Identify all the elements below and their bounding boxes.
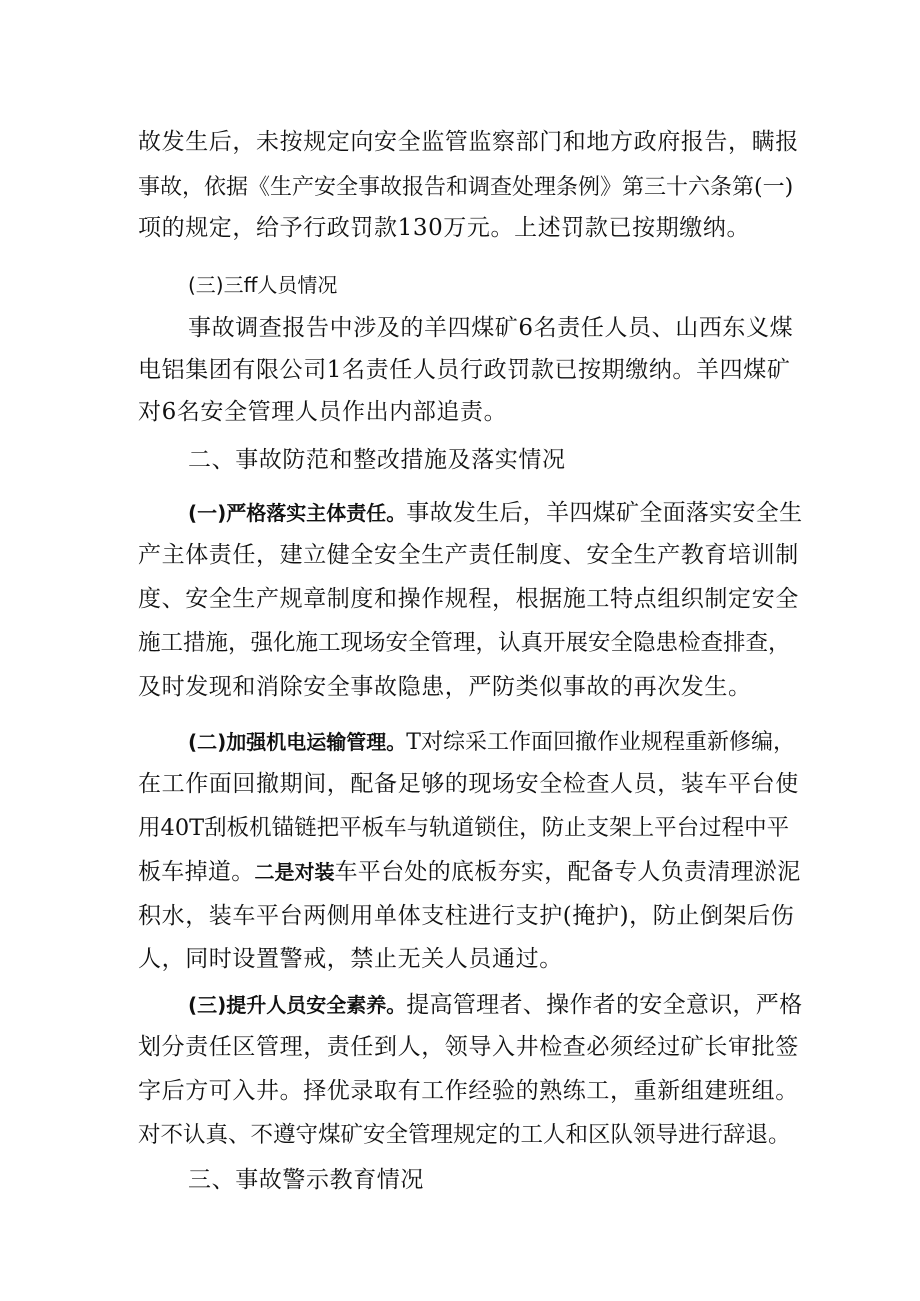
body-text: 提高管理者、操作者的安全意识，严格: [406, 992, 803, 1018]
paragraph-first-line: [188, 498, 802, 528]
body-text-line: 电铝集团有限公司1名责任人员行政罚款已按期缴纳。羊四煤矿: [138, 357, 791, 383]
paragraph-first-line: [188, 990, 802, 1020]
body-text-line: 施工措施，强化施工现场安全管理，认真开展安全隐患检查排查，: [138, 630, 791, 656]
item-lead-text: (二)加强机电运输管理。: [188, 730, 407, 754]
body-text-line: 项的规定，给予行政罚款130万元。上述罚款已按期缴纳。: [138, 215, 751, 241]
body-text-line: 在工作面回撤期间，配备足够的现场安全检查人员，装车平台使: [138, 771, 799, 797]
body-text-line: 积水，装车平台两侧用单体支柱进行支护(掩护)，防止倒架后伤: [138, 903, 795, 929]
body-text-line: 人，同时设置警戒，禁止无关人员通过。: [138, 946, 563, 972]
body-text-line: [138, 857, 802, 887]
body-text-line: 故发生后，未按规定向安全监管监察部门和地方政府报告，瞒报: [138, 129, 799, 155]
item-lead-text: (三)提升人员安全素养。: [188, 993, 407, 1017]
body-text-line: 及时发现和消除安全事故隐患，严防类似事故的再次发生。: [138, 674, 752, 700]
body-text-line: 度、安全生产规章制度和操作规程，根据施工特点组织制定安全: [138, 586, 799, 612]
body-text-line: 事故，依据《生产安全事故报告和调查处理条例》第三十六条第(一): [138, 175, 794, 200]
body-text: 事故发生后，羊四煤矿全面落实安全生: [406, 500, 803, 526]
body-text-line: 对6名安全管理人员作出内部追责。: [138, 399, 508, 425]
body-text-line: 产主体责任，建立健全安全生产责任制度、安全生产教育培训制: [138, 542, 799, 568]
paragraph-first-line: [188, 727, 802, 758]
subsection-heading: (三)三ff人员情况: [188, 273, 338, 297]
item-point-text: 二是对装: [254, 860, 335, 884]
section-heading: 二、事故防范和整改措施及落实情况: [188, 447, 566, 473]
item-lead-text: (一)严格落实主体责任。: [188, 501, 407, 525]
body-text-line: 字后方可入井。择优录取有工作经验的熟练工，重新组建班组。: [138, 1078, 799, 1104]
body-text: 车平台处的底板夯实，配备专人负责清理淤泥: [334, 859, 801, 885]
body-text: 板车掉道。: [138, 859, 255, 885]
section-heading: 三、事故警示教育情况: [188, 1167, 424, 1193]
body-text-line: 事故调查报告中涉及的羊四煤矿6名责任人员、山西东义煤: [188, 315, 794, 341]
body-text: T对综采工作面回撤作业规程重新修编，: [406, 730, 795, 755]
body-text-line: 对不认真、不遵守煤矿安全管理规定的工人和区队领导进行辞退。: [138, 1122, 791, 1148]
body-text-line: 划分责任区管理，责任到人，领导入井检查必须经过矿长审批签: [138, 1034, 799, 1060]
body-text-line: 用40T刮板机锚链把平板车与轨道锁住，防止支架上平台过程中平: [138, 815, 790, 841]
